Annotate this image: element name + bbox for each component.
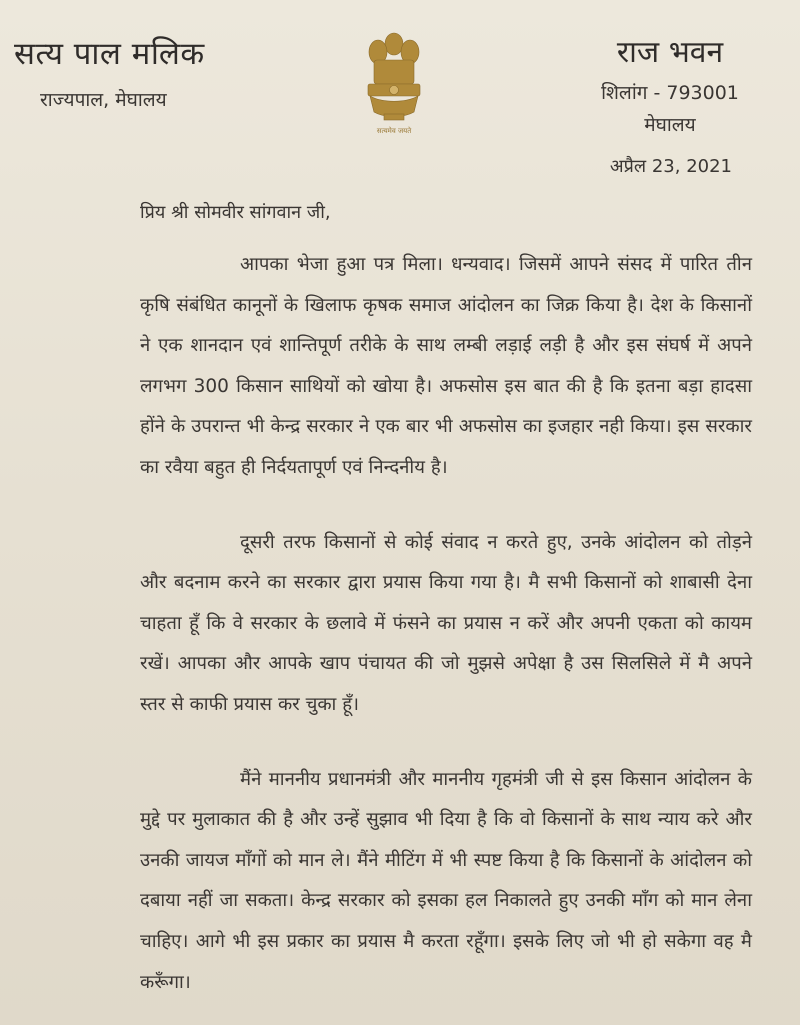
ashoka-emblem-icon — [354, 28, 434, 140]
body-paragraph-3: मैंने माननीय प्रधानमंत्री और माननीय गृहमंत्री जी से इस किसान आंदोलन के मुद्दे पर मुलाकात की है और उन्हें सुझाव भी दिया है कि वो किसानों के साथ न्याय करे और उनकी जायज माँगों को मान ले। मैंने मीटिंग में भी स्पष्ट किया है कि किसानों के आंदोलन को दबाया नहीं जा सकता। केन्द्र सरकार को इसका हल निकालते हुए उनकी माँग को मान लेना चाहिए। आगे भी इस प्रकार का प्रयास मै करता रहूँगा। इसके लिए जो भी हो सकेगा वह मै करूँगा। — [140, 768, 752, 993]
office-state: मेघालय — [644, 114, 696, 136]
office-name: राज भवन — [616, 35, 724, 70]
salutation: प्रिय श्री सोमवीर सांगवान जी, — [140, 202, 331, 223]
office-city: शिलांग - 793001 — [601, 82, 739, 104]
letter-date: अप्रैल 23, 2021 — [609, 156, 732, 177]
body-paragraph-1: आपका भेजा हुआ पत्र मिला। धन्यवाद। जिसमें आपने संसद में पारित तीन कृषि संबंधित कानूनों के खिलाफ कृषक समाज आंदोलन का जिक्र किया है। देश के किसानों ने एक शानदान एवं शान्तिपूर्ण तरीके के साथ लम्बी लड़ाई लड़ी है और इस संघर्ष में अपने लगभग 300 किसान साथियों को खोया है। अफसोस इस बात की है कि इतना बड़ा हादसा होंने के उपरान्त भी केन्द्र सरकार ने एक बार भी अफसोस का इजहार नही किया। इस सरकार का रवैया बहुत ही निर्दयतापूर्ण एवं निन्दनीय है। — [140, 254, 752, 478]
sender-block — [14, 32, 205, 112]
emblem-motto: सत्यमेव जयते — [376, 127, 412, 135]
sender-designation: राज्यपाल, मेघालय — [40, 89, 167, 111]
office-address-block — [580, 30, 760, 137]
letter-body — [140, 245, 752, 1025]
sender-name: सत्य पाल मलिक — [14, 36, 205, 72]
body-paragraph-2: दूसरी तरफ किसानों से कोई संवाद न करते हुए, उनके आंदोलन को तोड़ने और बदनाम करने का सरकार द्वारा प्रयास किया गया है। मै सभी किसानों को शाबासी देना चाहता हूँ कि वे सरकार के छलावे में फंसने का प्रयास न करें और अपनी एकता को कायम रखें। आपका और आपके खाप पंचायत की जो मुझसे अपेक्षा है उस सिलसिले में मै अपने स्तर से काफी प्रयास कर चुका हूँ। — [140, 531, 752, 715]
